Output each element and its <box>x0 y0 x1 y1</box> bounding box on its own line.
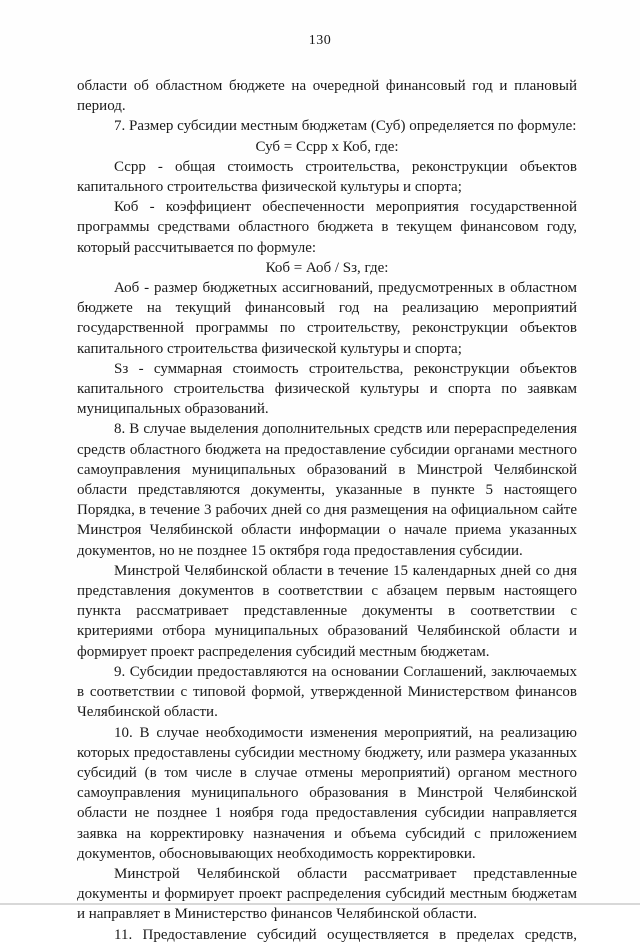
paragraph-item-7: 7. Размер субсидии местным бюджетам (Суб) определяется по формуле: <box>114 118 577 135</box>
document-body <box>77 76 577 945</box>
definition-ssrr: Ссрр - общая стоимость строительства, реконструкции объектов капитального строительства физической культуры и спорта; <box>77 158 577 196</box>
paragraph-item-10: 10. В случае необходимости изменения мероприятий, на реализацию которых предоставлены субсидии местному бюджету, или размера указанных субсидий (в том числе в случае отмены мероприятий) органом местного самоуправления муниципального образования в Минстрой Челябинской области не позднее 1 ноября года предоставления субсидии направляется заявка на корректировку назначения и объема субсидий с приложением документов, обосновывающих необходимость корректировки. <box>77 724 577 862</box>
definition-sz: Sз - суммарная стоимость строительства, реконструкции объектов капитального строительства физической культуры и спорта по заявкам муниципальных образований. <box>77 360 577 418</box>
definition-aob: Аоб - размер бюджетных ассигнований, предусмотренных в областном бюджете на текущий финансовый год на реализацию мероприятий государственной программы по строительству, реконструкции объектов капитального строительства физической культуры и спорта; <box>77 280 577 357</box>
paragraph-item-10-review: Минстрой Челябинской области рассматривает представленные документы и формирует проект распределения субсидий местным бюджетам и направляет в Министерство финансов Челябинской области. <box>77 865 577 923</box>
paragraph-item-11: 11. Предоставление субсидий осуществляется в пределах средств, <box>114 926 577 943</box>
formula-coefficient: Коб = Аоб / Sз, где: <box>265 259 389 276</box>
paragraph-item-8: 8. В случае выделения дополнительных средств или перераспределения средств областного бюджета на предоставление субсидии органами местного самоуправления муниципальных образований в Минстрой Челябинской области представляются документы, указанные в пункте 5 настоящего Порядка, в течение 3 рабочих дней со дня размещения на официальном сайте Минстроя Челябинской области информации о начале приема указанных документов, но не позднее 15 октября года предоставления субсидии. <box>77 421 577 559</box>
formula-subsidy: Суб = Ссрр х Коб, где: <box>255 138 399 155</box>
definition-kob: Коб - коэффициент обеспеченности мероприятия государственной программы средствами областного бюджета в текущем финансовом году, который рассчитывается по формуле: <box>77 199 577 256</box>
paragraph-item-8-review: Минстрой Челябинской области в течение 15 календарных дней со дня представления документов в соответствии с абзацем первым настоящего пункта рассматривает представленные документы в соответствии с критериями отбора муниципальных образований Челябинской области и формирует проект распределения субсидий местным бюджетам. <box>77 562 577 660</box>
paragraph-item-9: 9. Субсидии предоставляются на основании Соглашений, заключаемых в соответствии с типовой формой, утвержденной Министерством финансов Челябинской области. <box>77 663 577 721</box>
paragraph-continuation: области об областном бюджете на очередной финансовый год и плановый период. <box>77 78 577 115</box>
page-number: 130 <box>308 33 332 48</box>
